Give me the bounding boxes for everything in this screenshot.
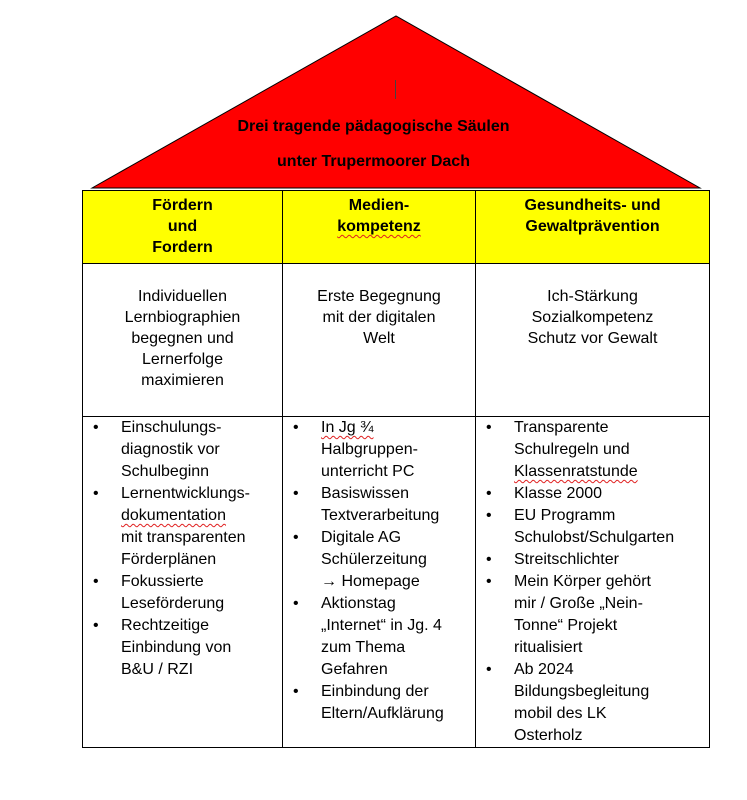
pillar-1-goal — [83, 264, 283, 417]
goal-line: Schutz vor Gewalt — [527, 330, 658, 347]
heading-line: und — [167, 218, 198, 235]
goal-line: Lernerfolge — [142, 351, 223, 368]
goal-line: Lernbiographien — [124, 309, 241, 326]
list-item-line: • Rechtzeitige — [121, 617, 210, 634]
list-item-line: Halbgruppen- — [321, 441, 418, 458]
measures-list — [476, 417, 709, 747]
list-item-line: • Einschulungs- — [121, 419, 222, 436]
pillar-measures-row — [83, 417, 710, 748]
list-item-line: • Einbindung der — [321, 683, 429, 700]
pillar-1-heading — [83, 191, 283, 264]
list-item-line: Bildungsbegleitung — [514, 683, 650, 700]
list-item — [83, 571, 282, 615]
list-item-line: • Aktionstag — [321, 595, 396, 612]
heading-line: Fördern — [152, 197, 213, 214]
pillar-2-heading — [283, 191, 476, 264]
goal-line: Ich-Stärkung — [547, 288, 638, 305]
list-item-line: • EU Programm — [514, 507, 616, 524]
goal-line: Welt — [363, 330, 395, 347]
list-item — [83, 615, 282, 681]
list-item-line: • Fokussierte — [121, 573, 204, 590]
pillar-3-goal — [476, 264, 710, 417]
list-item-line: Leseförderung — [121, 595, 225, 612]
list-item-line: • Basiswissen — [321, 485, 410, 502]
roof-title-line-1: Drei tragende pädagogische Säulen — [237, 118, 510, 135]
text-cursor — [395, 80, 396, 99]
pillars-table — [82, 190, 710, 748]
goal-line: Erste Begegnung — [317, 288, 441, 305]
list-item-line: • Streitschlichter — [514, 551, 619, 568]
list-item-line: Eltern/Aufklärung — [321, 705, 444, 722]
heading-line: Medien- — [348, 197, 410, 214]
list-item-line: • Ab 2024 — [514, 661, 574, 678]
list-item-line: In Jg ¾ — [321, 419, 374, 436]
goal-line: mit der digitalen — [322, 309, 436, 326]
list-item — [476, 549, 709, 571]
list-item-line: unterricht PC — [321, 463, 415, 480]
list-item-line: mir / Große „Nein- — [514, 595, 643, 612]
list-item — [283, 593, 475, 681]
list-item — [476, 505, 709, 549]
list-item-line: zum Thema — [321, 639, 406, 656]
list-item-line: • Mein Körper gehört — [514, 573, 651, 590]
goal-line: begegnen und — [131, 330, 234, 347]
list-item-line: „Internet“ in Jg. 4 — [321, 617, 442, 634]
heading-line: kompetenz — [337, 218, 421, 235]
pillar-2-goal — [283, 264, 476, 417]
pillar-1-measures — [83, 417, 283, 748]
list-item-line: • Transparente — [514, 419, 609, 436]
measures-list — [83, 417, 282, 681]
list-item — [476, 417, 709, 483]
heading-line: Gewaltprävention — [525, 218, 660, 235]
list-item — [283, 527, 475, 593]
list-item-line: • Lernentwicklungs- — [121, 485, 250, 502]
list-item — [283, 681, 475, 725]
list-item-line: mobil des LK — [514, 705, 607, 722]
list-item — [476, 659, 709, 747]
list-item-line: Schulobst/Schulgarten — [514, 529, 675, 546]
list-item-line: ritualisiert — [514, 639, 583, 656]
roof-title-line-2: unter Trupermoorer Dach — [277, 153, 470, 170]
list-item-line: Schülerzeitung — [321, 551, 427, 568]
measures-list — [283, 417, 475, 725]
pillar-headings-row — [83, 191, 710, 264]
pillar-3-measures — [476, 417, 710, 748]
pillar-2-measures — [283, 417, 476, 748]
list-item-line: Schulbeginn — [121, 463, 210, 480]
list-item-line: Schulregeln und — [514, 441, 630, 458]
list-item-line: Förderplänen — [121, 551, 217, 568]
list-item — [476, 483, 709, 505]
list-item-line: Einbindung von — [121, 639, 232, 656]
pillar-goals-row — [83, 264, 710, 417]
list-item-line: diagnostik vor — [121, 441, 220, 458]
list-item-line: Tonne“ Projekt — [514, 617, 618, 634]
goal-line: Sozialkompetenz — [531, 309, 654, 326]
list-item-line: Osterholz — [514, 727, 583, 744]
list-item-line: • Klasse 2000 — [514, 485, 603, 502]
list-item — [83, 483, 282, 571]
goal-line: Individuellen — [138, 288, 227, 305]
list-item — [476, 571, 709, 659]
list-item-line: dokumentation — [121, 507, 226, 524]
list-item-line: Textverarbeitung — [321, 507, 440, 524]
list-item-line: Klassenratstunde — [514, 463, 638, 480]
heading-line: Fordern — [152, 239, 213, 256]
heading-line: Gesundheits- und — [524, 197, 661, 214]
goal-line: maximieren — [141, 372, 224, 389]
list-item — [283, 417, 475, 483]
list-item-line: mit transparenten — [121, 529, 246, 546]
list-item-line: Gefahren — [321, 661, 388, 678]
list-item-line: B&U / RZI — [121, 661, 194, 678]
list-item-line: → Homepage — [321, 573, 420, 590]
list-item-line: • Digitale AG — [321, 529, 402, 546]
pillar-3-heading — [476, 191, 710, 264]
list-item — [283, 483, 475, 527]
list-item — [83, 417, 282, 483]
